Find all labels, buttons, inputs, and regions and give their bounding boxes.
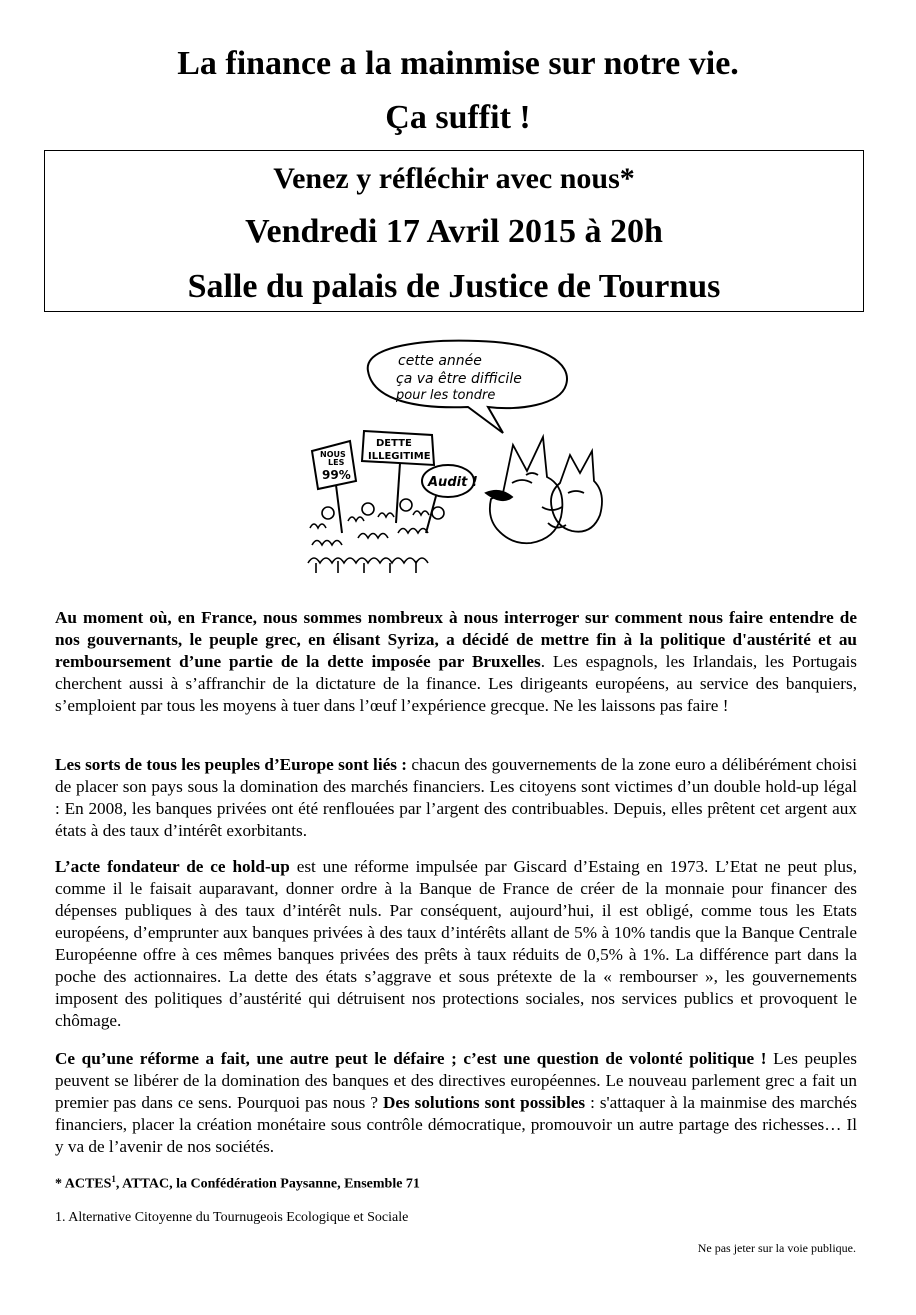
sign1-line-2: LES <box>328 458 345 467</box>
signatories-prefix: * ACTES <box>55 1176 112 1192</box>
sign1-line-1: NOUS <box>320 450 346 459</box>
paragraph-4-text-2: : s'attaquer à la mainmise des marchés financiers, placer la création monétaire sous contrôle démocratique, promouvoir un autre partage des richesses… Il y va de l’avenir de nos sociétés. <box>55 1093 857 1156</box>
page-subtitle: Ça suffit ! <box>385 99 531 136</box>
paragraph-2-text: chacun des gouvernements de la zone euro a délibérément choisi de placer son pays sous la domination des marchés financiers. Les citoyens sont victimes d’un double hold-up légal : En 2008, les banques privées ont été renflouées par l’argent des contribuables. Depuis, elles prêtent cet argent aux états à des taux d’intérêt exorbitants. <box>55 755 857 840</box>
paragraph-2-bold: Les sorts de tous les peuples d’Europe sont liés : <box>55 755 407 774</box>
footer-note: Ne pas jeter sur la voie publique. <box>697 1241 856 1255</box>
paragraph-2 <box>55 754 857 842</box>
wolves <box>486 437 602 543</box>
paragraph-3 <box>55 856 857 1032</box>
event-box <box>44 150 864 312</box>
sheep-crowd <box>308 499 444 573</box>
speech-line-2: ça va être difficile <box>396 371 522 387</box>
signatories <box>55 1174 420 1193</box>
event-invitation: Venez y réfléchir avec nous* <box>273 162 635 195</box>
speech-line-1: cette année <box>398 353 482 369</box>
paragraph-3-text: est une réforme impulsée par Giscard d’Estaing en 1973. L’Etat ne peut plus, comme il le faisait auparavant, donner ordre à la Banque de France de créer de la monnaie pour financer des dépenses publiques à des taux d’intérêt nuls. Par conséquent, aujourd’hui, il est obligé, comme tous les Etats européens, d’emprunter aux banques privées à des taux d’intérêts allant de 5% à 10% tandis que la Banque Centrale Européenne offre à ces mêmes banques privées des prêts à taux réduits de 0,5% à 1%. La différence part dans la poche des actionnaires. La dette des états s’aggrave et sous prétexte de la « rembourser », les gouvernements imposent des politiques d’austérité qui détruisent nos protections sociales, nos services publics et provoquent le chômage. <box>55 857 857 1030</box>
signatories-list: , ATTAC, la Confédération Paysanne, Ensemble 71 <box>115 1176 420 1192</box>
paragraph-3-bold: L’acte fondateur de ce hold-up <box>55 857 290 876</box>
sign1-line-3: 99% <box>322 468 351 482</box>
sign2-line-1: DETTE <box>376 438 412 449</box>
paragraph-1-text: . Les espagnols, les Irlandais, les Portugais cherchent aussi à s’affranchir de la dictature de la finance. Les dirigeants européens, au service des banquiers, s’emploient par tous les moyens à tuer dans l’œuf l’expérience grecque. Ne les laissons pas faire ! <box>55 652 857 715</box>
paragraph-4-bold-2: Des solutions sont possibles <box>382 1093 586 1112</box>
paragraph-4-text-1: Les peuples peuvent se libérer de la domination des banques et des directives européennes. Le nouveau parlement grec a fait un premier pas dans ce sens. Pourquoi pas nous ? <box>55 1049 857 1112</box>
speech-line-3: pour les tondre <box>396 388 496 403</box>
event-location: Salle du palais de Justice de Tournus <box>187 268 721 305</box>
event-date: Vendredi 17 Avril 2015 à 20h <box>245 213 663 250</box>
paragraph-4-bold-1: Ce qu’une réforme a fait, une autre peut le défaire ; c’est une question de volonté politique ! <box>55 1049 767 1068</box>
signatories-footnote-mark: 1 <box>111 1174 116 1184</box>
paragraph-1-bold: Au moment où, en France, nous sommes nombreux à nous interroger sur comment nous faire entendre de nos gouvernants, le peuple grec, en élisant Syriza, a décidé de mettre fin à la politique d'austérité et au remboursement d’une partie de la dette imposée par Bruxelles <box>55 608 857 671</box>
sign-audit <box>422 465 478 533</box>
cartoon-illustration <box>298 333 618 578</box>
footnote: 1. Alternative Citoyenne du Tournugeois Ecologique et Sociale <box>55 1210 409 1225</box>
page-title: La finance a la mainmise sur notre vie. <box>177 45 739 82</box>
paragraph-1 <box>55 607 857 717</box>
sign2-line-2: ILLEGITIME <box>368 451 431 462</box>
sign3-text: Audit ! <box>428 475 478 490</box>
paragraph-4 <box>55 1048 857 1158</box>
